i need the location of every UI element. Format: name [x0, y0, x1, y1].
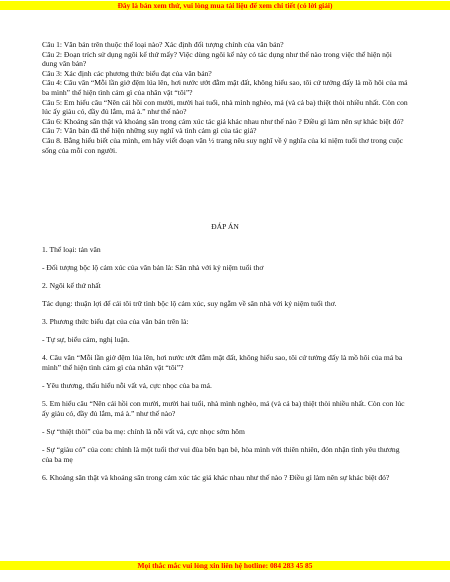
answer-line: - Yêu thương, thấu hiểu nỗi vất vả, cực nhọc của ba má. — [42, 380, 212, 390]
answer-line: 5. Em hiểu câu “Nên cái hồi con mười, mười hai tuổi, nhà mình nghèo, má (và cả ba) thiệt thòi nhiều nhất. Còn con lúc ấy giàu có, đầy đủ lắm, má à.” như thế nào? — [42, 398, 405, 418]
preview-notice-banner — [0, 1, 450, 10]
answer-line: 4. Câu văn “Mỗi lần giở đệm lúa lên, hơi nước ướt đẫm mặt đất, không hiểu sao, tôi cứ tưởng đấy là mồ hôi của má ba mình” thể hiện tình cảm gì của nhân vật “tôi”? — [42, 352, 403, 372]
answer-line: - Tự sự, biểu cảm, nghị luận. — [42, 334, 130, 344]
question-6: Câu 6: Khoảng sân thật và khoảng sân trong cảm xúc tác giả khác nhau như thế nào ? Điều gì làm nên sự khác biệt đó? — [42, 116, 404, 126]
answer-heading: ĐÁP ÁN — [211, 222, 239, 232]
answer-line: 1. Thể loại: tản văn — [42, 244, 101, 254]
question-5: Câu 5: Em hiểu câu “Nên cái hồi con mười, mười hai tuổi, nhà mình nghèo, má (và cả ba) thiệt thòi nhiều nhất. Còn con lúc ấy giàu có, đầy đủ lắm, má à.” như thế nào? — [42, 97, 408, 117]
answer-line: - Sự “thiệt thòi” của ba mẹ: chính là nỗi vất vả, cực nhọc sớm hôm — [42, 426, 245, 436]
hotline-text: Mọi thắc mắc vui lòng xin liên hệ hotline: 084 283 45 85 — [137, 561, 313, 570]
answer-line: 3. Phương thức biểu đạt của của văn bản trên là: — [42, 316, 189, 326]
answer-list — [42, 245, 408, 483]
question-7: Câu 7: Văn bản đã thể hiện những suy nghĩ và tình cảm gì của tác giả? — [42, 126, 257, 136]
question-4: Câu 4: Câu văn “Mỗi lần giở đệm lúa lên, hơi nước ướt đẫm mặt đất, không hiểu sao, tôi cứ tưởng đấy là mồ hôi của má ba mình” thể hiện tình cảm gì của nhân vật “tôi”? — [42, 78, 408, 97]
question-8: Câu 8. Bằng hiểu biết của mình, em hãy viết đoạn văn ½ trang nêu suy nghĩ về ý nghĩa của kí niệm tuổi thơ trong cuộc sống của mỗi con người. — [42, 135, 404, 155]
document-body — [42, 40, 408, 483]
preview-notice-text: Đây là bản xem thử, vui lòng mua tài liệu để xem chi tiết (có lời giải) — [117, 1, 333, 10]
hotline-banner — [0, 561, 450, 570]
answer-line: 6. Khoảng sân thật và khoảng sân trong cảm xúc tác giả khác nhau như thế nào ? Điều gì làm nên sự khác biệt đó? — [42, 472, 390, 482]
answer-line: - Đối tượng bộc lộ cảm xúc của văn bản là: Sân nhà với kỷ niệm tuổi thơ — [42, 262, 264, 272]
answer-line: 2. Ngôi kể thứ nhất — [42, 280, 101, 290]
answer-line: - Sự “giàu có” của con: chính là một tuổi thơ vui đùa bên bạn bè, hòa mình với thiên nhiên, đón nhận tình yêu thương của ba mẹ — [42, 444, 400, 464]
question-2: Câu 2: Đoạn trích sử dụng ngôi kể thứ mấy? Việc dùng ngôi kể này có tác dụng như thế nào trong việc thể hiện nội dung văn bản? — [42, 49, 392, 69]
question-list — [42, 40, 408, 155]
question-3: Câu 3: Xác định các phương thức biểu đạt của văn bản? — [42, 68, 212, 78]
answer-line: Tác dụng: thuận lợi để cái tôi trữ tình bộc lộ cảm xúc, suy ngẫm về sân nhà với kỷ niệm tuổi thơ. — [42, 298, 337, 308]
question-1: Câu 1: Văn bản trên thuộc thể loại nào? Xác định đối tượng chính của văn bản? — [42, 40, 284, 49]
